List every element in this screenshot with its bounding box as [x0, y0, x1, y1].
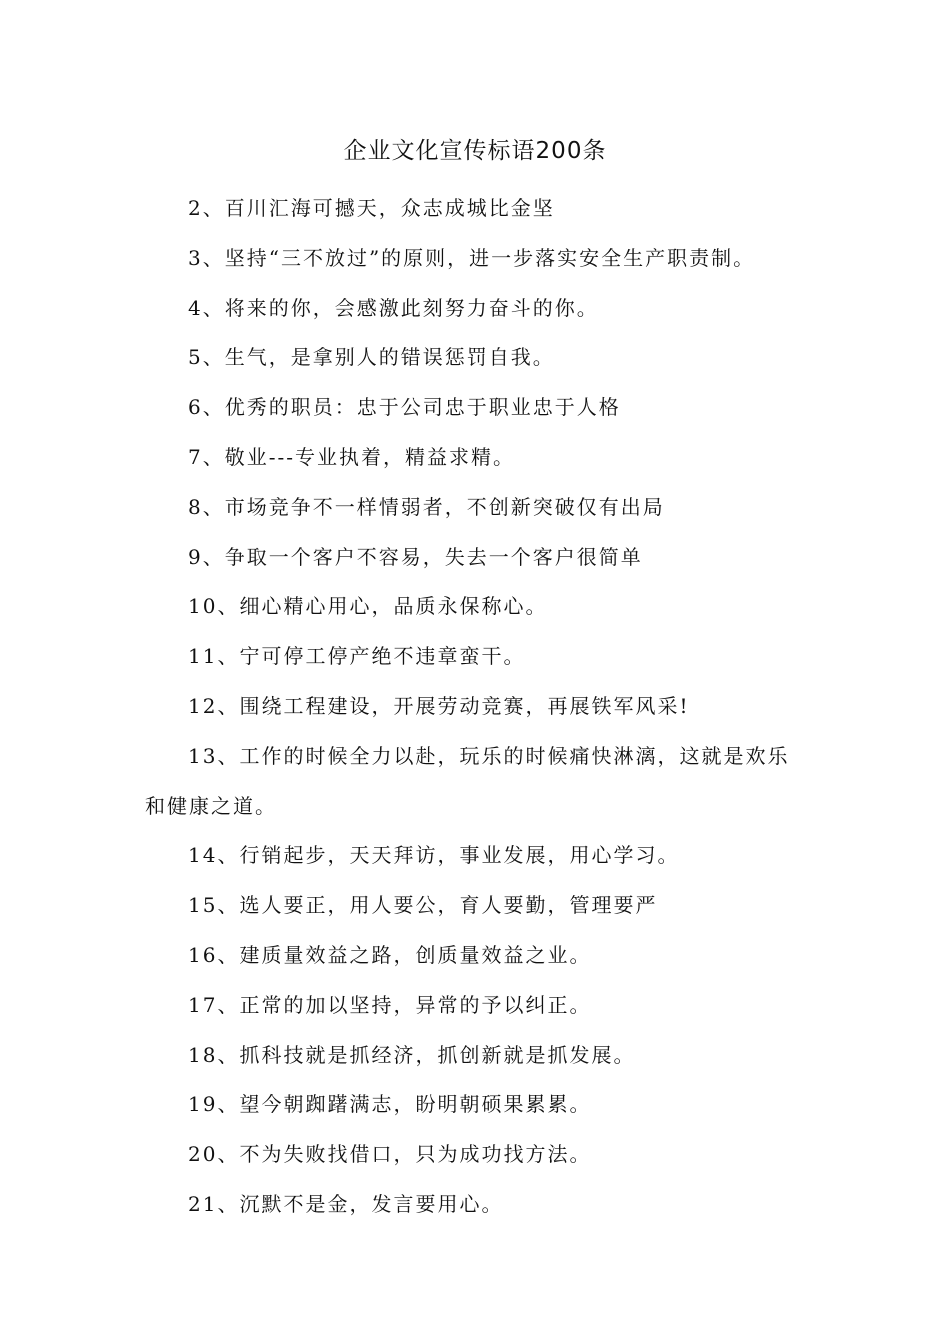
list-item: 6、优秀的职员：忠于公司忠于职业忠于人格: [188, 395, 621, 420]
list-item: 4、将来的你，会感激此刻努力奋斗的你。: [188, 295, 599, 320]
list-item: 3、坚持“三不放过”的原则，进一步落实安全生产职责制。: [188, 245, 756, 270]
list-item: 2、百川汇海可撼天，众志成城比金坚: [188, 196, 555, 220]
list-item: 20、不为失败找借口，只为成功找方法。: [188, 1142, 592, 1167]
list-item: 16、建质量效益之路，创质量效益之业。: [188, 942, 592, 967]
list-item: 19、望今朝踟躇满志，盼明朝硕果累累。: [188, 1092, 592, 1117]
list-item: 5、生气，是拿别人的错误惩罚自我。: [188, 345, 555, 370]
list-item: 15、选人要正，用人要公，育人要勤，管理要严: [188, 893, 658, 918]
list-item: 17、正常的加以坚持，异常的予以纠正。: [188, 992, 592, 1017]
list-item: 7、敬业---专业执着，精益求精。: [188, 444, 515, 469]
list-item: 8、市场竞争不一样情弱者，不创新突破仅有出局: [188, 494, 665, 519]
list-item: 12、围绕工程建设，开展劳动竞赛，再展铁军风采!: [188, 693, 690, 718]
list-item: 21、沉默不是金，发言要用心。: [188, 1191, 504, 1216]
list-item: 10、细心精心用心，品质永保称心。: [188, 594, 548, 619]
document-title: 企业文化宣传标语200条: [343, 138, 607, 164]
slogan-list: [145, 184, 810, 1230]
list-item: 14、行销起步，天天拜访，事业发展，用心学习。: [188, 843, 680, 868]
list-item: 13、工作的时候全力以赴，玩乐的时候痛快淋漓，这就是欢乐和健康之道。: [145, 743, 790, 818]
list-item: 18、抓科技就是抓经济，抓创新就是抓发展。: [188, 1042, 636, 1067]
list-item: 9、争取一个客户不容易，失去一个客户很简单: [188, 544, 643, 569]
list-item: 11、宁可停工停产绝不违章蛮干。: [188, 644, 526, 669]
